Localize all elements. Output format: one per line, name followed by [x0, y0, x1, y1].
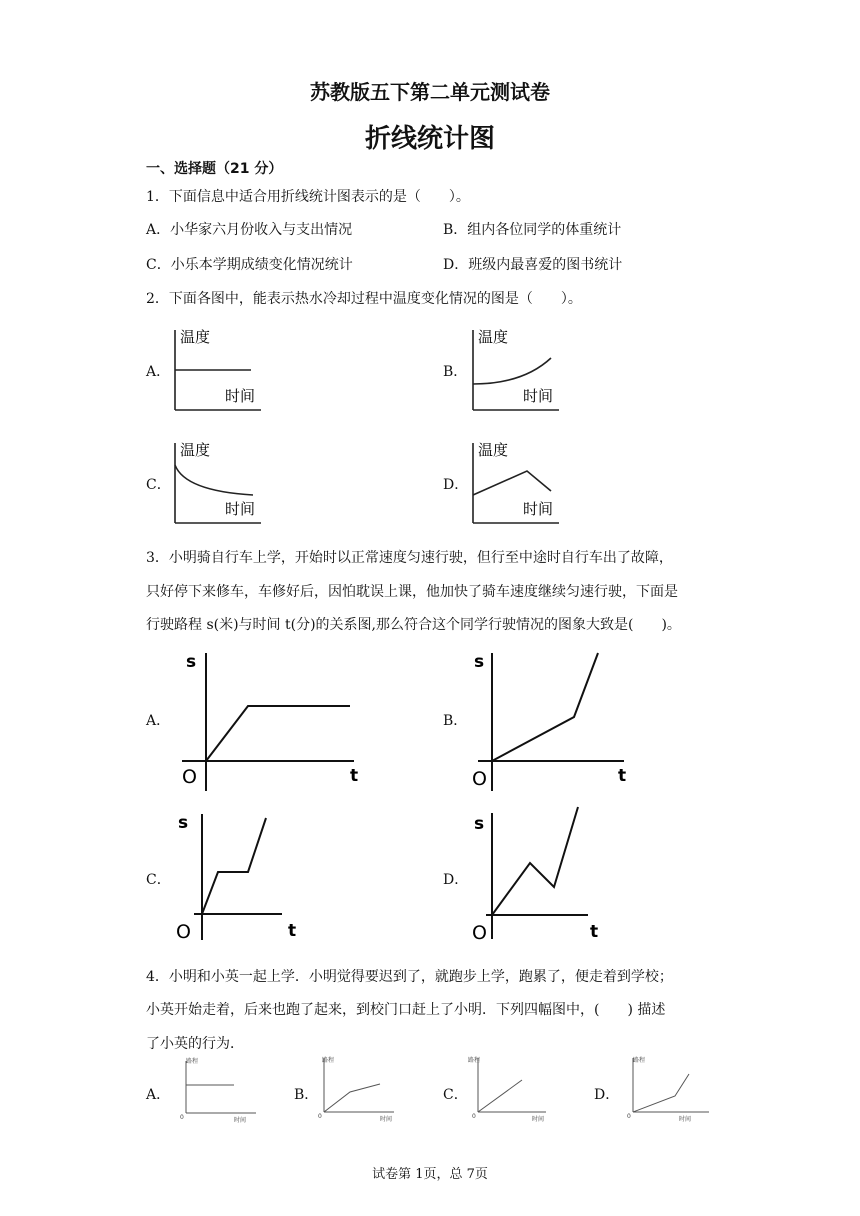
- q3-graph-b: [468, 643, 668, 793]
- q4-graph-a: [172, 1055, 262, 1125]
- q1-option-c: C．小乐本学期成绩变化情况统计: [146, 257, 353, 273]
- q4-d-y-label: 路程: [633, 1057, 646, 1064]
- q3-d-x-label: t: [590, 922, 599, 942]
- q4-label-d: D．: [594, 1087, 620, 1103]
- q2-b-y-label: 温度: [478, 328, 509, 346]
- q2-c-x-label: 时间: [225, 500, 256, 518]
- q3-stem-line2: 只好停下来修车，车修好后，因怕耽误上课，他加快了骑车速度继续匀速行驶，下面是: [146, 584, 678, 600]
- q3-a-origin: O: [182, 766, 197, 788]
- q3-c-x-label: t: [288, 921, 297, 941]
- q4-b-x-label: 时间: [380, 1116, 393, 1123]
- q2-label-a: A．: [146, 364, 171, 380]
- q3-b-y-label: s: [474, 652, 485, 672]
- q3-label-d: D．: [443, 872, 469, 888]
- section-heading: 一、选择题（21 分）: [146, 161, 283, 177]
- q3-label-a: A．: [146, 713, 171, 729]
- q4-b-origin: 0: [318, 1113, 322, 1120]
- q1-option-b: B．组内各位同学的体重统计: [443, 222, 622, 238]
- q2-label-d: D．: [443, 477, 469, 493]
- page-footer: 试卷第 1页，总 7页: [372, 1167, 488, 1182]
- q4-stem-line1: 4．小明和小英一起上学．小明觉得要迟到了，就跑步上学，跑累了，便走着到学校；: [146, 969, 673, 985]
- q4-graph-d: [615, 1050, 715, 1125]
- q3-b-origin: O: [472, 768, 487, 790]
- q4-a-y-label: 路程: [186, 1058, 199, 1065]
- q3-label-b: B．: [443, 713, 468, 729]
- q2-graph-c: [165, 435, 265, 527]
- q2-graph-d: [463, 435, 563, 527]
- q4-label-b: B．: [294, 1087, 319, 1103]
- q2-c-y-label: 温度: [180, 441, 211, 459]
- q4-a-origin: 0: [180, 1114, 184, 1121]
- q2-graph-a: [165, 322, 265, 414]
- q2-a-x-label: 时间: [225, 387, 256, 405]
- q4-label-a: A．: [146, 1087, 171, 1103]
- q1-option-a: A．小华家六月份收入与支出情况: [146, 222, 353, 238]
- q4-d-x-label: 时间: [679, 1116, 692, 1123]
- q2-label-b: B．: [443, 364, 468, 380]
- q3-stem-line3: 行驶路程 s(米)与时间 t(分)的关系图,那么符合这个同学行驶情况的图象大致是( )。: [146, 617, 681, 633]
- q2-graph-b: [463, 322, 563, 414]
- q4-stem-line2: 小英开始走着，后来也跑了起来，到校门口赶上了小明．下列四幅图中，( ) 描述: [146, 1002, 666, 1018]
- q3-c-y-label: s: [178, 813, 189, 833]
- q3-stem-line1: 3．小明骑自行车上学，开始时以正常速度匀速行驶，但行至中途时自行车出了故障，: [146, 550, 673, 566]
- q4-graph-b: [310, 1050, 400, 1125]
- exam-subtitle: 折线统计图: [364, 124, 495, 154]
- q4-stem-line3: 了小英的行为．: [146, 1036, 244, 1052]
- q3-graph-d: [468, 805, 618, 945]
- q3-d-origin: O: [472, 922, 487, 944]
- q3-a-x-label: t: [350, 766, 359, 786]
- q2-d-y-label: 温度: [478, 441, 509, 459]
- q4-c-origin: 0: [472, 1113, 476, 1120]
- q2-label-c: C．: [146, 477, 171, 493]
- q3-label-c: C．: [146, 872, 171, 888]
- q4-c-x-label: 时间: [532, 1116, 545, 1123]
- q3-graph-a: [172, 643, 372, 793]
- q2-b-x-label: 时间: [523, 387, 554, 405]
- q1-option-d: D．班级内最喜爱的图书统计: [443, 257, 623, 273]
- q4-d-origin: 0: [627, 1113, 631, 1120]
- q4-a-x-label: 时间: [234, 1117, 247, 1124]
- q2-stem: 2．下面各图中，能表示热水冷却过程中温度变化情况的图是（ ）。: [146, 291, 582, 307]
- q3-c-origin: O: [176, 921, 191, 943]
- q2-a-y-label: 温度: [180, 328, 211, 346]
- q4-b-y-label: 路程: [322, 1057, 335, 1064]
- q4-graph-c: [460, 1050, 550, 1125]
- q3-graph-c: [172, 808, 322, 943]
- q2-d-x-label: 时间: [523, 500, 554, 518]
- q4-c-y-label: 路程: [468, 1057, 481, 1064]
- q4-label-c: C．: [443, 1087, 468, 1103]
- q3-d-y-label: s: [474, 814, 485, 834]
- exam-title: 苏教版五下第二单元测试卷: [310, 80, 550, 104]
- q1-stem: 1．下面信息中适合用折线统计图表示的是（ ）。: [146, 189, 470, 205]
- q3-a-y-label: s: [186, 652, 197, 672]
- q3-b-x-label: t: [618, 766, 627, 786]
